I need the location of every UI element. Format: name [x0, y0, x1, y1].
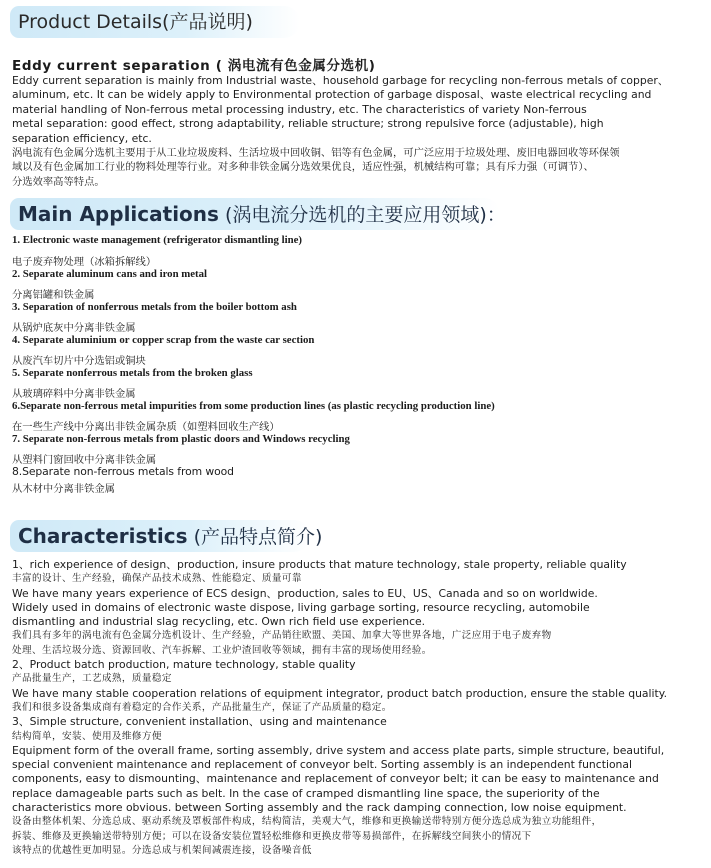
application-item-en: 3. Separation of nonferrous metals from the boiler bottom ash	[12, 301, 297, 313]
description-en-line: Eddy current separation is mainly from Industrial waste、household garbage for recycling non-ferrous metals of copper、	[12, 74, 669, 87]
char-line-en: 1、rich experience of design、production, insure products that mature technology, stale property, reliable quality	[12, 558, 627, 571]
application-item-cn: 在一些生产线中分离出非铁金属杂质（如塑料回收生产线）	[12, 421, 280, 433]
characteristics-title-cn: (产品特点简介)	[187, 526, 323, 548]
description-cn-line: 涡电流有色金属分选机主要用于从工业垃圾废料、生活垃圾中回收铜、铝等有色金属，可广泛应用于垃圾处理、废旧电器回收等环保领	[12, 147, 620, 160]
main-applications-title	[18, 198, 506, 231]
application-item-en: 8.Separate non-ferrous metals from wood	[12, 465, 234, 478]
characteristics-title	[18, 520, 322, 553]
char-line-cn: 结构简单，安装、使用及维修方便	[12, 730, 162, 742]
application-item-en: 2. Separate aluminum cans and iron metal	[12, 268, 208, 280]
char-line-en: We have many years experience of ECS design、production, sales to EU、US、Canada and so on worldwide.	[12, 586, 598, 600]
application-item-cn: 电子废弃物处理（冰箱拆解线）	[12, 256, 157, 268]
char-line-cn: 我们和很多设备集成商有着稳定的合作关系，产品批量生产，保证了产品质量的稳定。	[12, 701, 392, 713]
application-item-en: 5. Separate nonferrous metals from the broken glass	[12, 367, 253, 379]
description-en-line: material handling of Non-ferrous metal processing industry, etc. The characteristics of variety Non-ferrous	[12, 102, 587, 116]
application-item-cn: 从废汽车切片中分选铝或铜块	[12, 355, 146, 367]
product-description	[12, 74, 700, 189]
characteristics-body	[12, 558, 700, 858]
description-en-line: aluminum, etc. It can be widely apply to Environmental protection of garbage disposal、waste electrical recycling and	[12, 88, 652, 102]
description-en-line: metal separation: good effect, strong adaptability, reliable structure; strong repulsive force (adjustable), high	[12, 117, 604, 131]
application-item-en: 4. Separate aluminium or copper scrap from the waste car section	[12, 334, 315, 346]
char-line-en: components, easy to dismounting、maintenance and replacement of conveyor belt; it can be easy to maintenance and	[12, 772, 659, 786]
description-cn-line: 域以及有色金属加工行业的物料处理等行业。对多种非铁金属分选效果优良，适应性强，机械结构可靠；具有斥力强（可调节）、	[12, 161, 594, 174]
char-line-cn: 处理、生活垃圾分选、资源回收、汽车拆解、工业炉渣回收等领域，拥有丰富的现场使用经验。	[12, 644, 432, 656]
char-line-en: Widely used in domains of electronic waste dispose, living garbage sorting, resource recycling, automobile	[12, 600, 590, 614]
char-line-cn: 拆装、维修及更换输送带特别方便；可以在设备安装位置轻松维修和更换皮带等易损部件，在拆解线空间狭小的情况下	[12, 830, 532, 842]
char-line-en: 2、Product batch production, mature technology, stable quality	[12, 658, 356, 672]
description-cn-line: 分选效率高等特点。	[12, 175, 105, 188]
char-line-en: dismantling and industrial slag recycling, etc. Own rich field use experience.	[12, 615, 426, 629]
char-line-en: We have many stable cooperation relations of equipment integrator, product batch production, ensure the stable quality.	[12, 686, 668, 700]
char-line-cn: 设备由整体机架、分选总成、驱动系统及罩板部件构成，结构简洁，美观大气，维修和更换输送带特别方便分选总成为独立功能组件，	[12, 816, 602, 828]
main-applications-title-cn: (涡电流分选机的主要应用领域)：	[218, 204, 506, 226]
main-applications-title-bold: Main Applications	[18, 202, 219, 226]
product-details-title: Product Details(产品说明)	[18, 11, 253, 33]
application-item-en: 1. Electronic waste management (refrigerator dismantling line)	[12, 234, 302, 246]
char-line-en: characteristics more obvious. between Sorting assembly and the rack damping connection, low noise equipment.	[12, 801, 627, 815]
main-applications-header	[10, 198, 506, 230]
product-details-header	[10, 6, 300, 38]
char-line-en: replace damageable parts such as belt. In the case of cramped dismantling line space, the superiority of the	[12, 786, 600, 800]
application-item-cn: 从塑料门窗回收中分离非铁金属	[12, 454, 157, 466]
char-line-cn: 丰富的设计、生产经验，确保产品技术成熟、性能稳定、质量可靠	[12, 573, 302, 585]
char-line-en: special convenient maintenance and replacement of conveyor belt. Sorting assembly is an independent functional	[12, 758, 633, 772]
application-item-en: 7. Separate non-ferrous metals from plastic doors and Windows recycling	[12, 433, 350, 445]
application-item-en: 6.Separate non-ferrous metal impurities from some production lines (as plastic recycling production line)	[12, 400, 495, 412]
application-item-cn: 从玻璃碎料中分离非铁金属	[12, 388, 136, 400]
char-line-en: 3、Simple structure, convenient installation、using and maintenance	[12, 715, 387, 729]
char-line-cn: 产品批量生产，工艺成熟，质量稳定	[12, 673, 172, 685]
application-item-cn: 从锅炉底灰中分离非铁金属	[12, 322, 136, 334]
characteristics-title-bold: Characteristics	[18, 524, 188, 548]
char-line-cn: 我们具有多年的涡电流有色金属分选机设计、生产经验，产品销往欧盟、美国、加拿大等世界各地，广泛应用于电子废弃物	[12, 630, 552, 642]
description-en-line: separation efficiency, etc.	[12, 131, 152, 145]
application-item-cn: 从木材中分离非铁金属	[12, 483, 115, 495]
char-line-cn: 该特点的优越性更加明显。分选总成与机架间减震连接，设备噪音低	[12, 844, 312, 856]
char-line-en: Equipment form of the overall frame, sorting assembly, drive system and access plate parts, simple structure, beautiful,	[12, 743, 665, 757]
product-subheading: Eddy current separation ( 涡电流有色金属分选机)	[12, 58, 376, 74]
characteristics-header	[10, 520, 323, 552]
application-item-cn: 分离铝罐和铁金属	[12, 289, 95, 301]
